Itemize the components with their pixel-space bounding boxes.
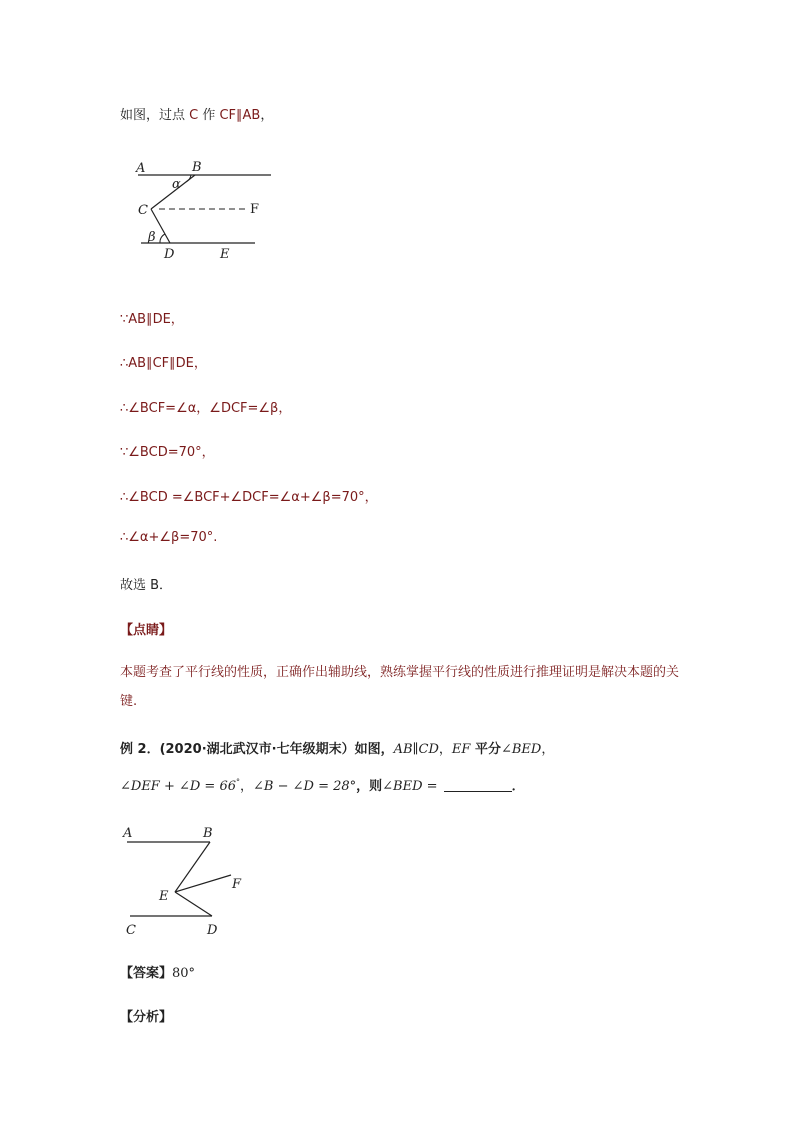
- intro-relation: CF∥AB: [219, 108, 261, 123]
- example2-lead: 例 2．(2020·湖北武汉市·七年级期末）如图，: [120, 742, 394, 757]
- example2-bisects: 平分: [470, 742, 501, 757]
- example2-degree: °: [236, 777, 240, 787]
- proof-line-6: ∴∠α+∠β=70°.: [120, 530, 218, 545]
- intro-line: [120, 104, 273, 123]
- fig1-label-b: B: [192, 160, 202, 175]
- figure-2-diagram: [120, 822, 260, 942]
- intro-point: C: [189, 108, 199, 123]
- fig1-label-beta: β: [148, 230, 156, 245]
- example2-line-1: [120, 738, 554, 757]
- example2-sep-3: ，: [240, 779, 254, 794]
- example2-eq-2: ∠B − ∠D = 28°: [253, 779, 357, 794]
- figure-1-diagram: [128, 158, 288, 268]
- example2-cond-parallel: AB∥CD: [393, 742, 439, 757]
- fig2-label-c: C: [126, 923, 136, 938]
- analysis-heading: 【分析】: [120, 1010, 173, 1025]
- example2-eq-1: ∠DEF + ∠D = 66: [120, 779, 236, 794]
- fig2-label-d: D: [207, 923, 218, 938]
- answer-line: [120, 962, 195, 981]
- example2-eq-3: ∠BED =: [382, 779, 442, 794]
- proof-line-2: ∴AB∥CF∥DE，: [120, 356, 207, 371]
- fig1-label-d: D: [164, 247, 175, 262]
- example2-sep-1: ，: [438, 742, 452, 757]
- example2-line-2: [120, 775, 525, 794]
- choice-line: 故选 B．: [120, 578, 173, 593]
- proof-line-5: ∴∠BCD =∠BCF+∠DCF=∠α+∠β=70°，: [120, 490, 378, 505]
- fig1-label-c: C: [138, 203, 148, 218]
- fig1-label-f: F: [250, 202, 260, 217]
- example2-sep-2: ，: [541, 742, 555, 757]
- fig1-label-a: A: [136, 161, 146, 176]
- answer-blank: [444, 791, 512, 792]
- example2-cond-bisector: EF: [451, 742, 471, 757]
- fig2-label-b: B: [203, 826, 213, 841]
- intro-prefix: 如图，过点: [120, 108, 190, 123]
- fig2-label-e: E: [159, 889, 169, 904]
- answer-value: 80°: [172, 966, 196, 981]
- fig2-label-f: F: [232, 877, 242, 892]
- example2-angle-bed: ∠BED: [500, 742, 542, 757]
- example2-end: ．: [511, 779, 525, 794]
- intro-suffix: ，: [260, 108, 274, 123]
- proof-line-3: ∴∠BCF=∠α，∠DCF=∠β，: [120, 401, 292, 416]
- example2-then: ，则: [356, 779, 383, 794]
- fig1-label-alpha: α: [172, 177, 181, 192]
- fig1-label-e: E: [220, 247, 230, 262]
- proof-line-4: ∵∠BCD=70°，: [120, 445, 215, 460]
- comment-text: 本题考查了平行线的性质，正确作出辅助线，熟练掌握平行线的性质进行推理证明是解决本题的关键.: [120, 665, 680, 709]
- fig2-label-a: A: [123, 826, 133, 841]
- answer-heading: 【答案】: [120, 966, 173, 981]
- comment-heading: 【点睛】: [120, 623, 173, 638]
- proof-line-1: ∵AB∥DE，: [120, 312, 184, 327]
- intro-mid: 作: [198, 108, 220, 123]
